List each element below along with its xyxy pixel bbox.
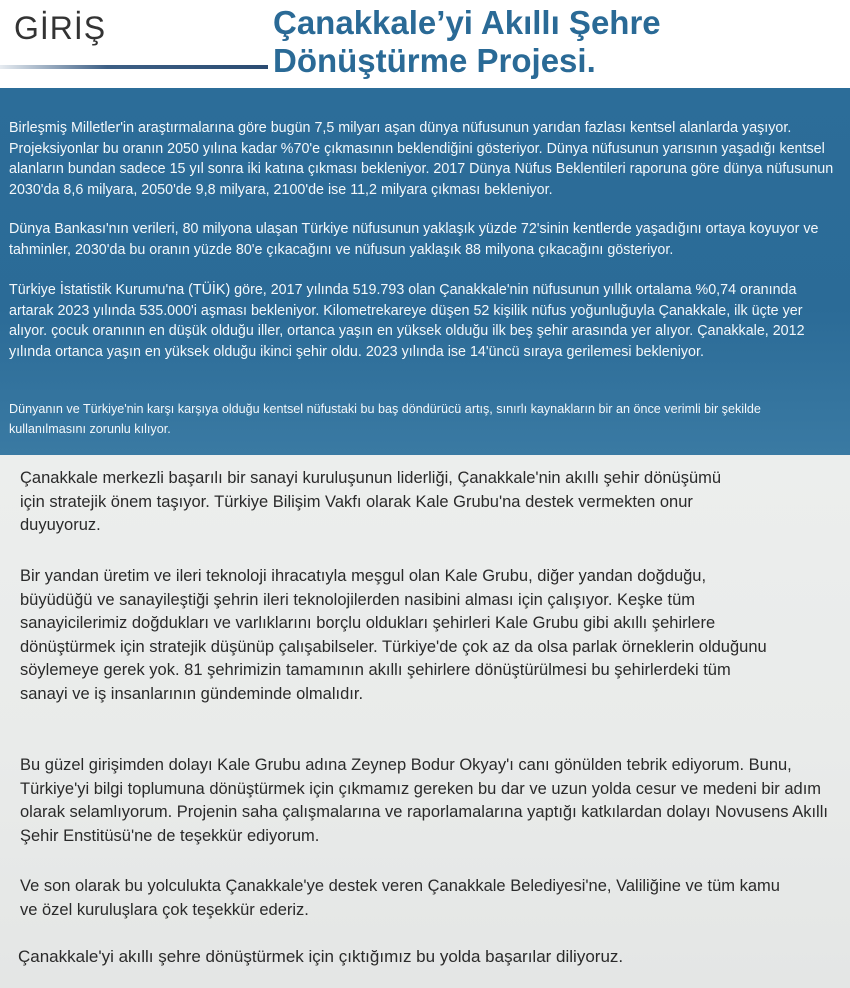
- intro-paragraph: Birleşmiş Milletler'in araştırmalarına göre bugün 7,5 milyarı aşan dünya nüfusunun yarıdan fazlası kentsel alanlarda yaşıyor. Projeksiyonlar bu oranın 2050 yılına kadar %70'e çıkmasının beklendiğini gösteriyor. Dünya nüfusunun yarısının yaşadığı kentsel alanların bundan sadece 15 yıl sonra iki katına çıkması bekleniyor. 2017 Dünya Nüfus Beklentileri raporuna göre dünya nüfusunun 2030'da 8,6 milyara, 2050'de 9,8 milyara, 2100'de ise 11,2 milyara çıkması bekleniyor.: [9, 120, 834, 198]
- letter-paragraph: Çanakkale merkezli başarılı bir sanayi kuruluşunun liderliği, Çanakkale'nin akıllı şehir dönüşümü için stratejik önem taşıyor. Türkiye Bilişim Vakfı olarak Kale Grubu'na destek vermekten onur duyuyoruz.: [20, 469, 722, 534]
- header-divider: [0, 65, 268, 69]
- letter-paragraph: Bir yandan üretim ve ileri teknoloji ihracatıyla meşgul olan Kale Grubu, diğer yandan doğduğu, büyüdüğü ve sanayileştiği şehrin ileri teknolojilerden nasibini alması için çalışıyor. Keşke tüm sanayicilerimiz doğdukları ve varlıklarını borçlu oldukları şehirleri Kale Grubu gibi akıllı şehirlere dönüştürmek için stratejik düşünüp çalışabilseler. Türkiye'de çok az da olsa parlak örneklerin olduğunu söylemeye gerek yok. 81 şehrimizin tamamının akıllı şehirlere dönüştürülmesi bu şehirlerdeki tüm sanayi ve iş insanlarının gündeminde olmalıdır.: [20, 567, 767, 703]
- letter-paragraph: Ve son olarak bu yolculukta Çanakkale'ye destek veren Çanakkale Belediyesi'ne, Valiliğine ve tüm kamu ve özel kuruluşlara çok teşekkür ederiz.: [20, 877, 780, 919]
- letter-body: [0, 455, 850, 988]
- letter-paragraph: Bu güzel girişimden dolayı Kale Grubu adına Zeynep Bodur Okyay'ı canı gönülden tebrik ediyorum. Bunu, Türkiye'yi bilgi toplumuna dönüştürmek için çıkmamız gereken bu dar ve uzun yolda cesur ve medeni bir adım olarak selamlıyorum. Projenin saha çalışmalarına ve raporlamalarına yaptığı katkılardan dolayı Novusens Akıllı Şehir Enstitüsü'ne de teşekkür ediyorum.: [20, 756, 828, 845]
- section-label: GİRİŞ: [14, 10, 107, 46]
- page-title: Çanakkale’yi Akıllı Şehre Dönüştürme Projesi.: [273, 4, 661, 79]
- page-header: [0, 0, 850, 88]
- intro-paragraph: Dünya Bankası'nın verileri, 80 milyona ulaşan Türkiye nüfusunun yaklaşık yüzde 72'sinin kentlerde yaşadığını ortaya koyuyor ve tahminler, 2030'da bu oranın yüzde 80'e çıkacağını ve nüfusun yaklaşık 88 milyona çıkacağını gösteriyor.: [9, 221, 819, 258]
- letter-closing: Çanakkale'yi akıllı şehre dönüştürmek için çıktığımız bu yolda başarılar diliyoruz.: [18, 947, 624, 966]
- intro-paragraph: Türkiye İstatistik Kurumu'na (TÜİK) göre, 2017 yılında 519.793 olan Çanakkale'nin nüfusunun yıllık ortalama %0,74 oranında artarak 2023 yılında 535.000'i aşması bekleniyor. Kilometrekareye düşen 52 kişilik nüfus yoğunluğuyla Çanakkale, ilk üçte yer alıyor. çocuk oranının en düşük olduğu iller, ortanca yaşın en yüksek olduğu ilk beş şehir arasında yer alıyor. Çanakkale, 2012 yılında ortanca yaşın en yüksek olduğu ikinci şehir oldu. 2023 yılında ise 14'üncü sıraya gerilemesi bekleniyor.: [9, 282, 805, 360]
- intro-paragraph: Dünyanın ve Türkiye'nin karşı karşıya olduğu kentsel nüfustaki bu baş döndürücü artış, sınırlı kaynakların bir an önce verimli bir şekilde kullanılmasını zorunlu kılıyor.: [9, 402, 761, 436]
- intro-panel: [0, 88, 850, 455]
